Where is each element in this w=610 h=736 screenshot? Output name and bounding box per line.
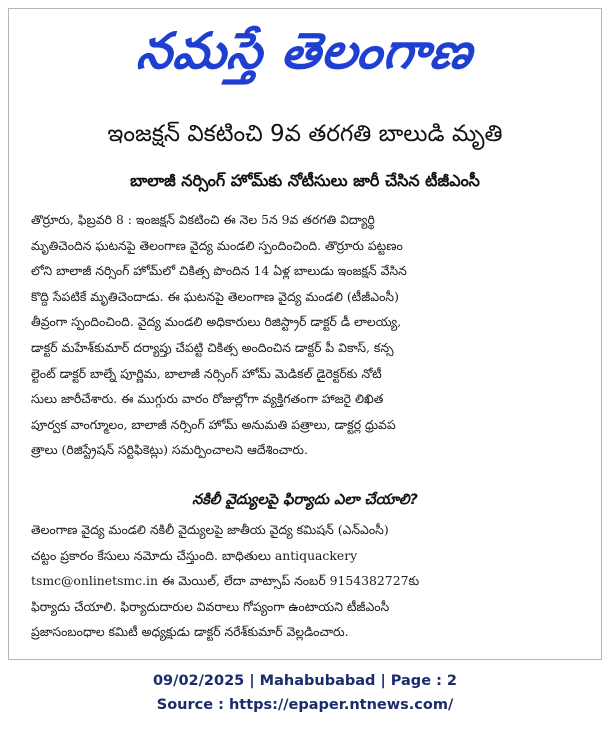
newspaper-masthead: నమస్తే తెలంగాణ [134,22,476,80]
paragraph-line: tsmc@onlinetsmc.in ఈ మెయిల్, లేదా వాట్సాప్ నంబర్ 9154382727కు [31,573,420,589]
paragraph-line: డాక్టర్ మహేశ్‌కుమార్ దర్యాప్తు చేపట్టి చికిత్స అందించిన డాక్టర్ పీ వికాస్, కన్స [31,339,394,355]
paragraph-line: ల్టెంట్ డాక్టర్ బాల్నే పూర్ణిమ, బాలాజీ నర్సింగ్ హోమ్ మెడికల్ డైరెక్టర్‌కు నోటీ [31,365,382,381]
paragraph-line: మృతిచెందిన ఘటనపై తెలంగాణ వైద్య మండలి స్పందించింది. తొర్రూరు పట్టణం [31,237,403,253]
article-headline: ఇంజక్షన్ వికటించి 9వ తరగతి బాలుడి మృతి [107,121,503,147]
paragraph-line: చట్టం ప్రకారం కేసులు నమోదు చేస్తుంది. బాధితులు antiquackery [31,547,358,563]
article-paragraph-2 [31,517,581,645]
paragraph-line: తొర్రూరు, ఫిబ్రవరి 8 : ఇంజక్షన్ వికటించి ఈ నెల 5న 9వ తరగతి విద్యార్థి [31,212,375,227]
paragraph-line: తెలంగాణ వైద్య మండలి నకిలీ వైద్యులపై జాతీయ వైద్య కమిషన్ (ఎన్ఎంసీ) [31,522,389,537]
paragraph-line: త్రాలు (రిజిస్ట్రేషన్ సర్టిఫికెట్లు) సమర్పించాలని ఆదేశించారు. [31,442,308,458]
source-link[interactable]: Source : https://epaper.ntnews.com/ [156,697,454,713]
paragraph-line: ఫిర్యాదు చేయాలి. ఫిర్యాదుదారుల వివరాలు గోప్యంగా ఉంటాయని టీజీఎంసీ [31,598,390,614]
news-clipping [8,8,602,660]
paragraph-line: కొద్ది సేపటికే మృతిచెందాడు. ఈ ఘటనపై తెలంగాణ వైద్య మండలి (టీజీఎంసీ) [31,288,399,304]
paragraph-line: సులు జారీచేశారు. ఈ ముగ్గురు వారం రోజుల్లోగా వ్యక్తిగతంగా హాజరై లిఖిత [31,391,384,407]
paragraph-line: లోని బాలాజీ నర్సింగ్ హోమ్‌లో చికిత్స పొందిన 14 ఏళ్ల బాలుడు ఇంజక్షన్ వేసిన [31,263,407,279]
paragraph-line: ప్రజాసంబంధాల కమిటీ అధ్యక్షుడు డాక్టర్ నరేశ్‌కుమార్ వెల్లడించారు. [31,624,349,640]
paragraph-line: పూర్వక వాంగ్మూలం, బాలాజీ నర్సింగ్ హోమ్ అనుమతి పత్రాలు, డాక్టర్ల ధ్రువప [31,416,396,432]
complaint-subheading: నకిలీ వైద్యులపై ఫిర్యాదు ఎలా చేయాలి? [192,492,418,508]
paragraph-line: తీవ్రంగా స్పందించింది. వైద్య మండలి అధికారులు రిజిస్ట్రార్ డాక్టర్ డీ లాలయ్య, [31,314,402,330]
article-paragraph-1 [31,207,581,463]
edition-info: 09/02/2025 | Mahabubabad | Page : 2 [152,673,458,689]
article-subheadline: బాలాజీ నర్సింగ్ హోమ్‌కు నోటీసులు జారీ చేసిన టీజీఎంసీ [130,171,480,190]
